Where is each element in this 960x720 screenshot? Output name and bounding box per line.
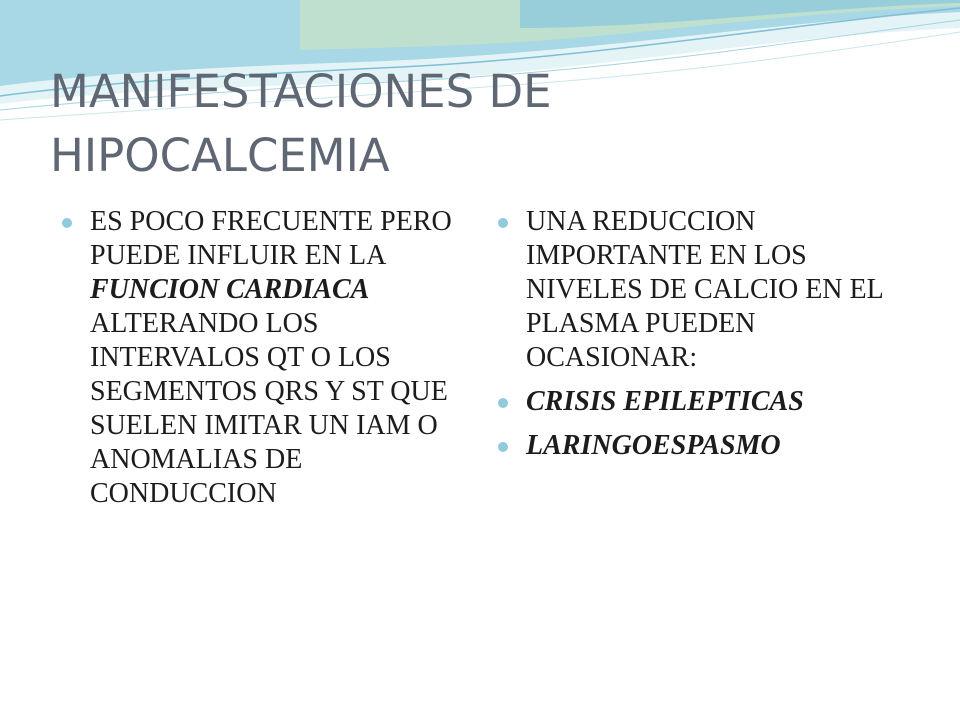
right-bullet-text: CRISIS EPILEPTICAS xyxy=(526,386,804,417)
right-bullet-3 xyxy=(498,429,918,463)
title-line-2: HIPOCALCEMIA xyxy=(50,129,390,182)
bullet-dot-icon xyxy=(498,398,508,408)
left-text-intro: ES POCO FRECUENTE PERO PUEDE INFLUIR EN LA xyxy=(90,206,452,271)
left-text-rest: ALTERANDO LOS INTERVALOS QT O LOS SEGMENTOS QRS Y ST QUE SUELEN IMITAR UN IAM O ANOMALIAS DE CONDUCCION xyxy=(90,308,448,509)
left-column xyxy=(62,205,462,521)
slide-title xyxy=(50,60,910,188)
right-bullet-text: UNA REDUCCION IMPORTANTE EN LOS NIVELES DE CALCIO EN EL PLASMA PUEDEN OCASIONAR: xyxy=(526,206,883,373)
left-text-emphasis: FUNCION CARDIACA xyxy=(90,274,370,305)
right-bullet-1 xyxy=(498,205,918,375)
bullet-dot-icon xyxy=(498,218,508,228)
right-bullet-2 xyxy=(498,385,918,419)
bullet-dot-icon xyxy=(498,442,508,452)
title-line-1: MANIFESTACIONES DE xyxy=(50,65,552,118)
left-bullet-text xyxy=(90,206,452,509)
right-column xyxy=(498,205,918,473)
right-bullet-text: LARINGOESPASMO xyxy=(526,430,781,461)
bullet-dot-icon xyxy=(62,218,72,228)
left-bullet xyxy=(62,205,462,511)
